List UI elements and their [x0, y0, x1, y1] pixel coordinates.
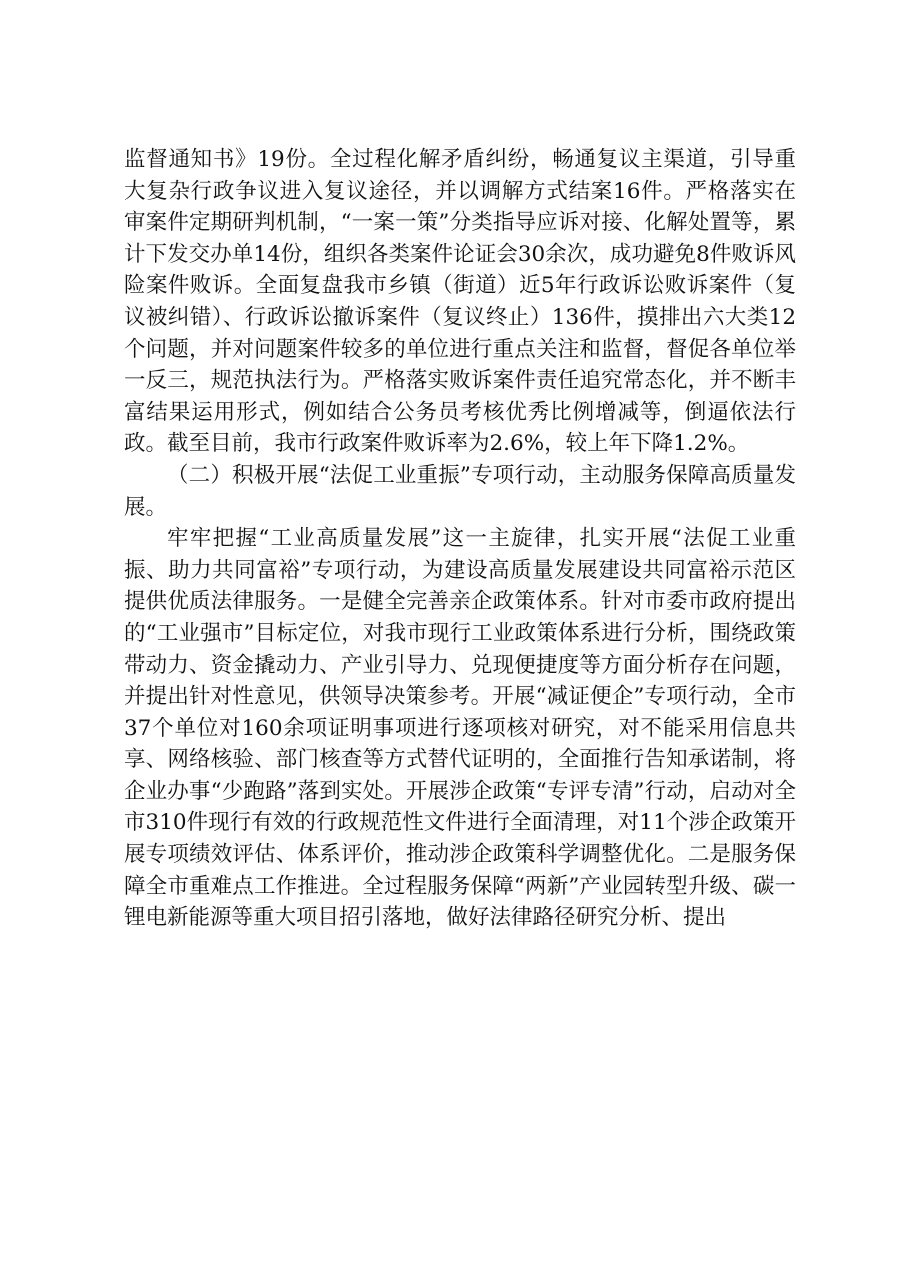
paragraph-body-2: 牢牢把握“工业高质量发展”这一主旋律，扎实开展“法促工业重振、助力共同富裕”专项行动，为建设高质量发展建设共同富裕示范区提供优质法律服务。一是健全完善亲企政策体系。针对市委市政府提出的“工业强市”目标定位，对我市现行工业政策体系进行分析，围绕政策带动力、资金撬动力、产业引导力、兑现便捷度等方面分析存在问题，并提出针对性意见，供领导决策参考。开展“减证便企”专项行动，全市37个单位对160余项证明事项进行逐项核对研究，对不能采用信息共享、网络核验、部门核查等方式替代证明的，全面推行告知承诺制，将企业办事“少跑路”落到实处。开展涉企政策“专评专清”行动，启动对全市310件现行有效的行政规范性文件进行全面清理，对11个涉企政策开展专项绩效评估、体系评价，推动涉企政策科学调整优化。二是服务保障全市重难点工作推进。全过程服务保障“两新”产业园转型升级、碳一锂电新能源等重大项目招引落地，做好法律路径研究分析、提出 [124, 526, 796, 931]
paragraph-body-1: 监督通知书》19份。全过程化解矛盾纠纷，畅通复议主渠道，引导重大复杂行政争议进入复议途径，并以调解方式结案16件。严格落实在审案件定期研判机制，“一案一策”分类指导应诉对接、化解处置等，累计下发交办单14份，组织各类案件论证会30余次，成功避免8件败诉风险案件败诉。全面复盘我市乡镇（街道）近5年行政诉讼败诉案件（复议被纠错）、行政诉讼撤诉案件（复议终止）136件，摸排出六大类12个问题，并对问题案件较多的单位进行重点关注和监督，督促各单位举一反三，规范执法行为。严格落实败诉案件责任追究常态化，并不断丰富结果运用形式，例如结合公务员考核优秀比例增减等，倒逼依法行政。截至目前，我市行政案件败诉率为2.6%，较上年下降1.2%。 [124, 147, 796, 457]
section-heading-2: （二）积极开展“法促工业重振”专项行动，主动服务保障高质量发展。 [124, 462, 796, 520]
document-body [124, 144, 796, 934]
